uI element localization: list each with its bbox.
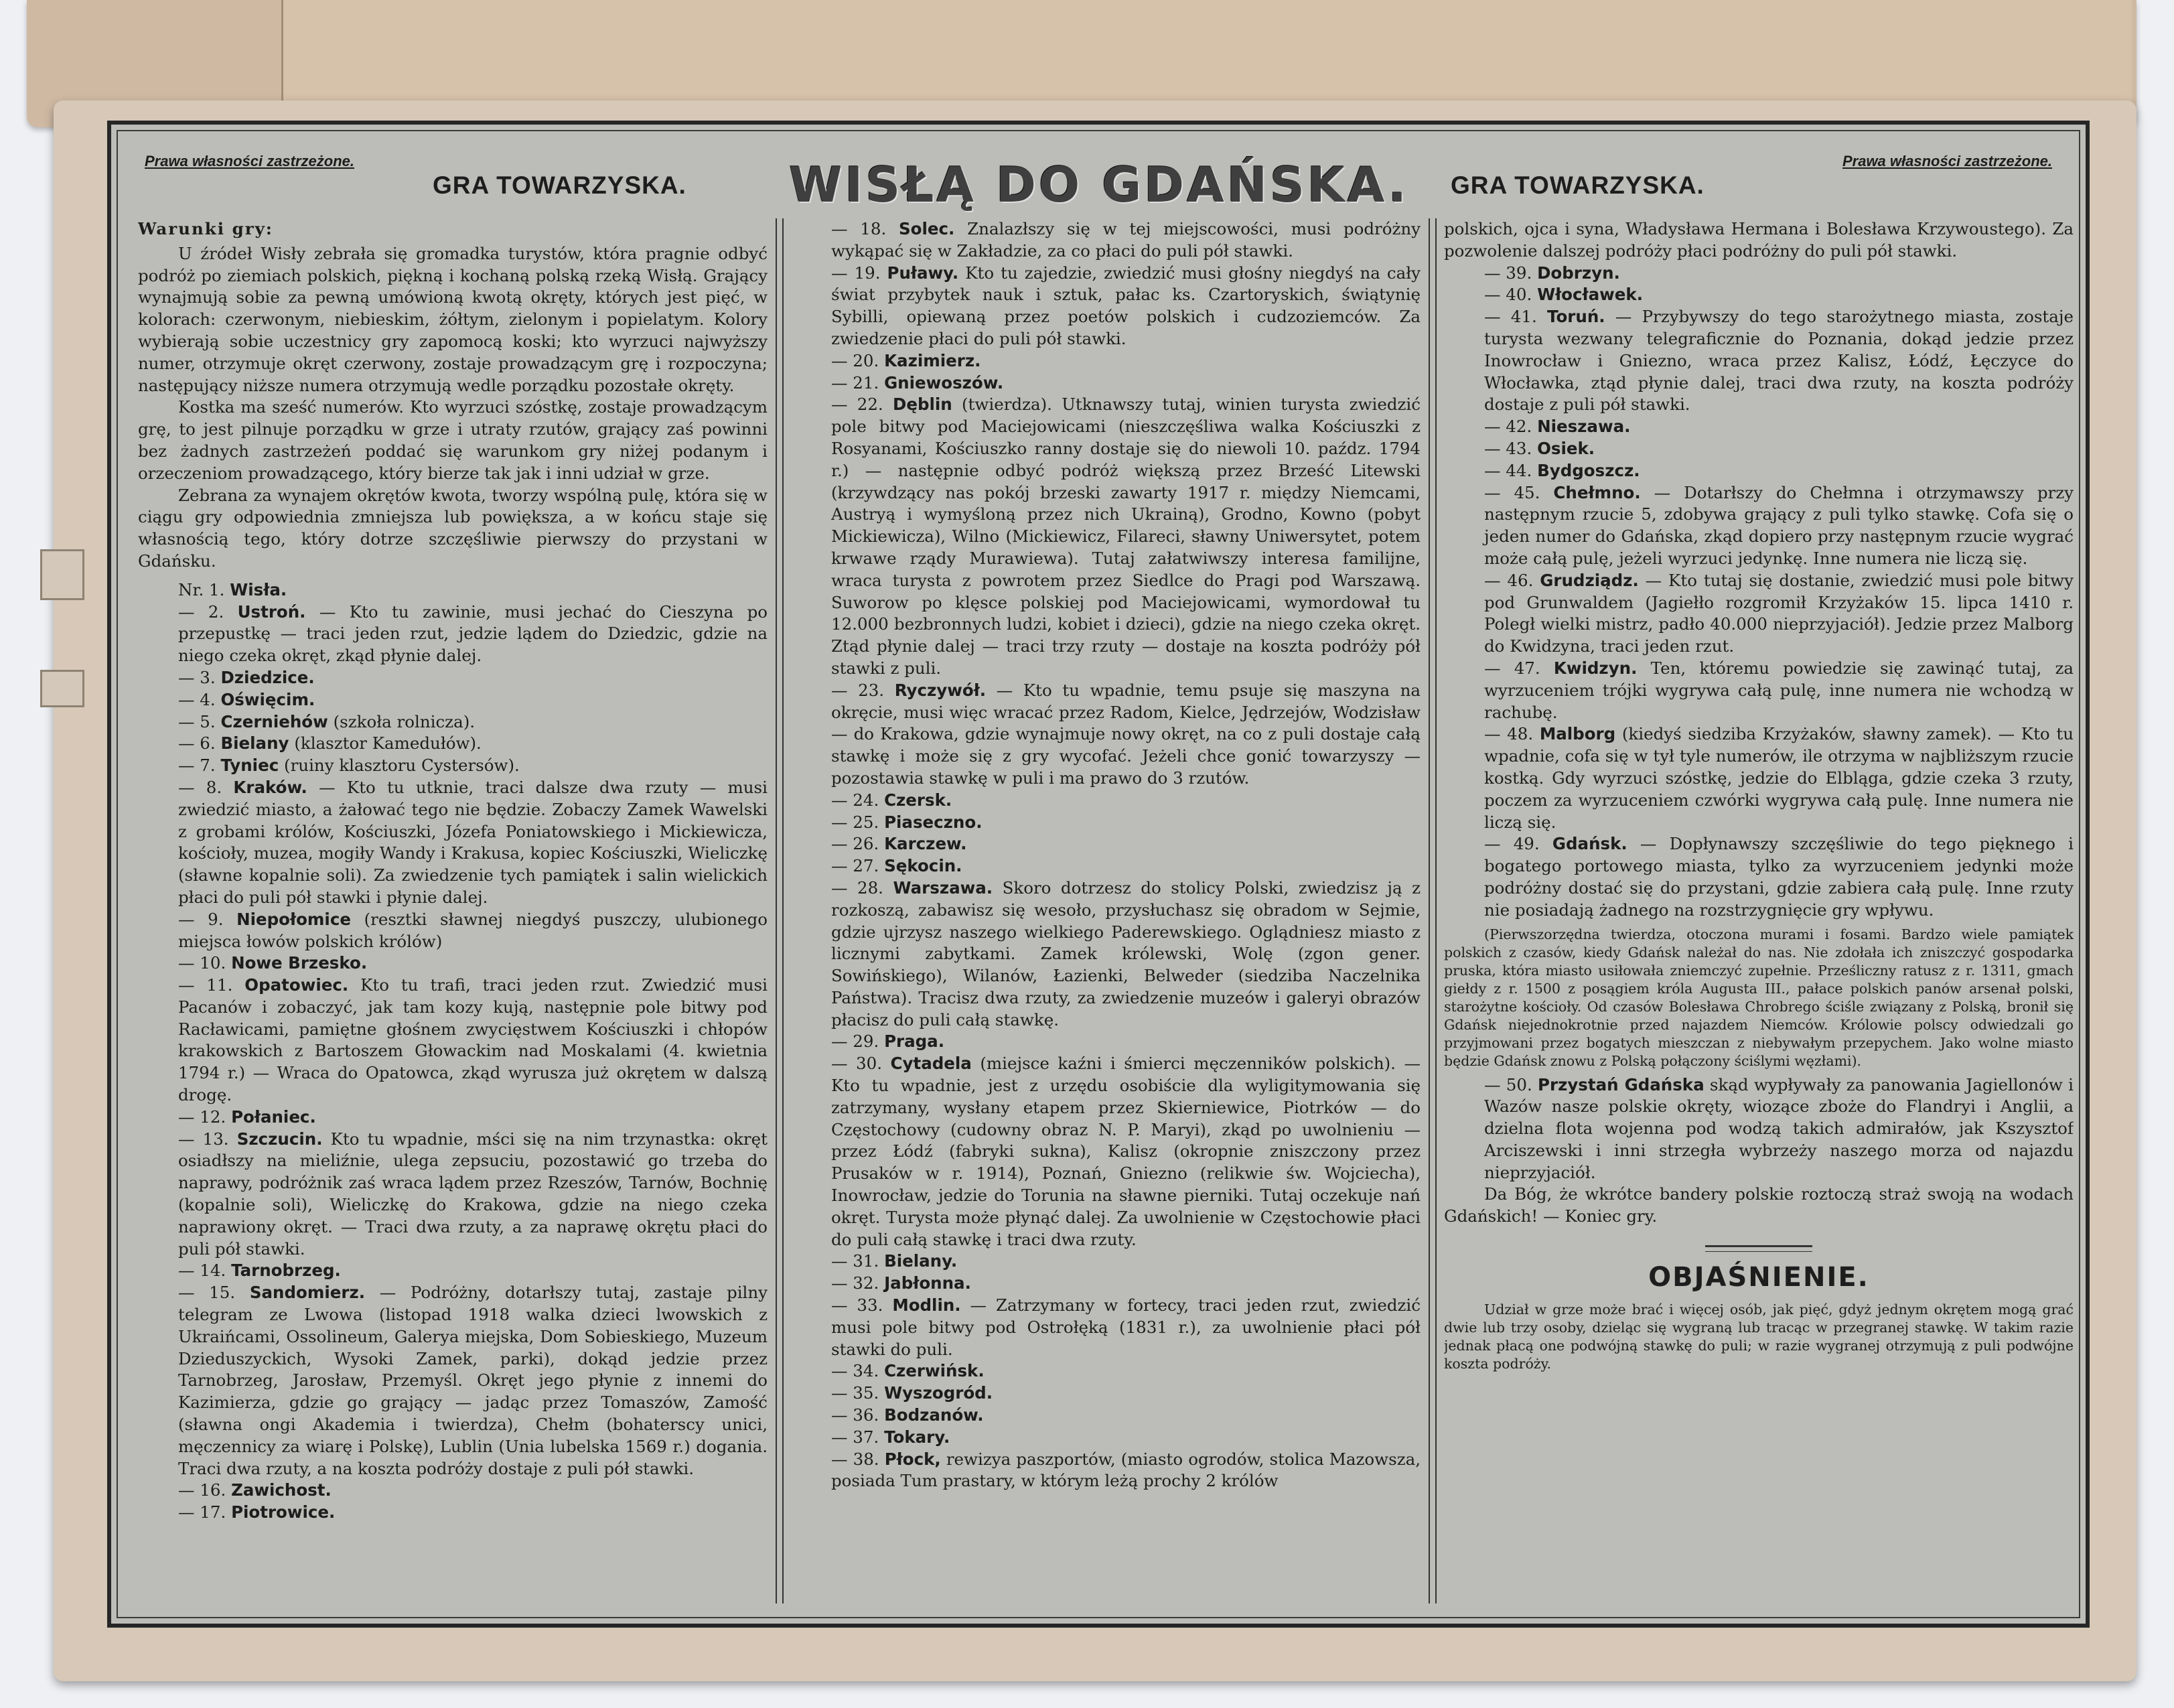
entry-place: Ryczywół.	[894, 680, 987, 700]
entry-place: Sandomierz.	[249, 1283, 366, 1303]
box-lid-flap	[281, 0, 2132, 100]
entry-place: Tokary.	[884, 1427, 950, 1447]
entry-text: (miejsce kaźni i śmierci męczenników polskich). — Kto tu wpadnie, jest z urzędu osobiście dla wyligitymowania się zatrzymany, wysłany etapem przez Skierniewice, Piotrków — do Częstochowy (cudowny obraz N. P. Maryi), zkąd po uwolnieniu — przez Łódź (fabryki sukna), Kalisz (okropnie zniszczony przez Prusaków w r. 1914), Poznań, Gniezno (relikwie św. Wojciecha), Inowrocław, jedzie do Torunia na sławne pierniki. Tutaj oczekuje nań okręt. Turysta może płynąć dalej. Za uwolnienie w Częstochowie płaci do puli całą stawkę i traci dwa rzuty.	[831, 1054, 1421, 1249]
entry-text: skąd wypływały za panowania Jagiellonów i Wazów nasze polskie okręty, wiozące zboże do Flandryi i Anglii, a dzielna flota wojenna pod wodzą takich admirałów, jak Kszysztof Arciszewski i inni strzegła wybrzeży naszego morza od najazdu nieprzyjaciół.	[1484, 1074, 2074, 1182]
entry-3	[138, 667, 768, 689]
entry-10	[138, 952, 768, 975]
entry-place: Chełmno.	[1553, 482, 1641, 502]
entry-number: — 40.	[1484, 285, 1532, 305]
entry-place: Czersk.	[884, 790, 952, 810]
rules-sheet	[107, 121, 2090, 1628]
entry-place: Gdańsk.	[1552, 834, 1627, 854]
entry-place: Nowe Brzesko.	[231, 953, 368, 973]
entry-place: Warszawa.	[893, 877, 993, 898]
entry-15	[138, 1282, 768, 1480]
text-columns	[138, 218, 2074, 1604]
entry-39	[1444, 263, 2074, 285]
entry-48	[1444, 723, 2074, 833]
entry-text: Znalazłszy się w tej miejscowości, musi podróżny wykąpać się w Zakładzie, za co płaci do puli pół stawki.	[831, 219, 1421, 261]
entry-place: Toruń.	[1547, 307, 1605, 327]
column-divider-1	[776, 218, 784, 1604]
entry-number: — 19.	[831, 263, 881, 283]
entry-place: Karczew.	[884, 834, 967, 854]
entry-46	[1444, 570, 2074, 658]
entry-place: Bielany	[220, 733, 289, 754]
gdansk-note: (Pierwszorzędna twierdza, otoczona murami i fosami. Bardzo wiele pamiątek polskich z czasów, kiedy Gdańsk należał do nas. Nie zdołała ich zniszczyć gospodarka pruska, która miasto usiłowała zniemczyć zupełnie. Prześliczny ratusz z r. 1311, gmach giełdy z r. 1500 z posągiem króla Augusta III., pałace polskich panów arsenał polski, starożytne kościoły. Od czasów Bolesława Chrobrego ściśle związany z Polską, bronił się Gdańsk niejednokrotnie przed najazdem Niemców. Królowie polscy odwiedzali go przyjmowani przez bogatych mieszczan z niebywałym przepychem. Jako wolne miasto będzie Gdańsk znowu z Polską połączony ściślymi węzłami).	[1444, 926, 2074, 1069]
entry-text: rewizya paszportów, (miasto ogrodów, stolica Mazowsza, posiada Tum prastary, w którym leżą prochy 2 królów	[831, 1449, 1421, 1491]
entry-place: Piotrowice.	[231, 1502, 336, 1522]
entry-31	[791, 1251, 1421, 1273]
entry-place: Sękocin.	[884, 856, 962, 876]
explanation-text: Udział w grze może brać i więcej osób, jak pięć, gdyż jednym okrętem mogą grać dwie lub trzy osoby, dzieląc się wygraną lub tracąc w przegranej stawkę. W takim razie jednak płacą one podwójną stawkę do puli; w razie wygranej otrzymują z puli podwójne koszta podróży.	[1444, 1301, 2074, 1372]
entry-number: — 31.	[831, 1251, 879, 1271]
entry-number: — 9.	[178, 909, 224, 929]
entry-35	[791, 1382, 1421, 1405]
ornament-divider	[1705, 1245, 1812, 1252]
entry-number: — 49.	[1484, 834, 1540, 854]
rules-paragraph-2: Kostka ma sześć numerów. Kto wyrzuci szóstkę, zostaje prowadzącym grę, to jest pilnuje porządku w grze i utraty rzutów, grający zaś powinni bez żadnych zastrzeżeń poddać się warunkom gry niżej podanym i orzeczeniom prowadzącego, który bierze tak jak i inni udział w grze.	[138, 397, 768, 483]
entry-text: — Kto tu wpadnie, temu psuje się maszyna na okręcie, musi więc wracać przez Radom, Kielce, Jędrzejów, Wodzisław — do Krakowa, gdzie wynajmuje nowy okręt, na co z puli dostaje całą stawkę i może się z gry wycofać. Jeżeli chce gonić towarzyszy — pozostawia stawkę w puli i ma prawo do 3 rzutów.	[831, 680, 1421, 788]
entry-number: — 32.	[831, 1273, 879, 1293]
entry-number: — 8.	[178, 777, 222, 797]
entry-text: Skoro dotrzesz do stolicy Polski, zwiedzisz ją z rozkoszą, zabawisz się wesoło, przysłuchasz się obradom w Sejmie, gdzie ujrzysz naszego wielkiego Paderewskiego. Oglądniesz miasto z licznymi zabytkami. Zamek królewski, Wolę (zgon gener. Sowińskiego), Wilanów, Łazienki, Belweder (siedziba Naczelnika Państwa). Tracisz dwa rzuty, za zwiedzenie muzeów i galeryi obrazów płacisz do puli całą stawkę.	[831, 877, 1421, 1029]
entry-text: (kiedyś siedziba Krzyżaków, sławny zamek). — Kto tu wpadnie, cofa się w tył tyle numerów, ile otrzyma w najbliższym rzucie kostką. Gdy wyrzuci szóstkę, jedzie do Elbląga, gdzie czeka 3 rzuty, poczem za wyrzuceniem czwórki wygrywa całą pulę. Inne numera nie liczą się.	[1484, 724, 2074, 832]
entry-place: Dobrzyn.	[1537, 263, 1620, 283]
entry-16	[138, 1480, 768, 1502]
entry-number: — 47.	[1484, 658, 1540, 678]
paper-clip-bottom	[40, 670, 84, 707]
entry-11	[138, 975, 768, 1107]
entry-29	[791, 1031, 1421, 1053]
entry-number: — 23.	[831, 680, 885, 700]
entry-number: — 22.	[831, 395, 883, 415]
entry-34	[791, 1360, 1421, 1382]
entry-place: Tarnobrzeg.	[231, 1261, 341, 1281]
entry-text: — Kto tutaj się dostanie, zwiedzić musi pole bitwy pod Grunwaldem (Jagiełło rozgromił Krzyżaków 15. lipca 1410 r. Poległ wielki mistrz, padło 40.000 nieprzyjaciół). Jedzie przez Malborg do Kwidzyna, traci jeden rzut.	[1484, 570, 2074, 656]
entry-22	[791, 394, 1421, 679]
entry-number: Nr. 1.	[178, 579, 225, 599]
entry-number: — 35.	[831, 1383, 879, 1403]
entry-place: Kazimierz.	[884, 350, 981, 370]
entry-place: Ustroń.	[237, 601, 306, 622]
entry-number: — 21.	[831, 372, 879, 393]
entry-number: — 45.	[1484, 482, 1540, 502]
entry-place: Bodzanów.	[884, 1405, 984, 1425]
closing-line: Da Bóg, że wkrótce bandery polskie roztoczą straż swoją na wodach Gdańskich! — Koniec gry.	[1444, 1184, 2074, 1226]
entry-number: — 43.	[1484, 438, 1532, 458]
entry-number: — 12.	[178, 1107, 226, 1127]
entry-8	[138, 777, 768, 909]
entry-number: — 6.	[178, 733, 216, 754]
entry-text: — Zatrzymany w fortecy, traci jeden rzut, zwiedzić musi pole bitwy pod Ostrołęką (1831 r.), za uwolnienie płaci pół stawki do puli.	[831, 1295, 1421, 1359]
entry-place: Połaniec.	[231, 1107, 316, 1127]
entry-number: — 33.	[831, 1295, 883, 1315]
entry-place: Tyniec	[220, 756, 279, 776]
entry-place: Wisła.	[230, 579, 287, 599]
entry-place: Przystań Gdańska	[1538, 1074, 1705, 1094]
entry-number: — 13.	[178, 1129, 229, 1149]
entry-text: — Dotarłszy do Chełmna i otrzymawszy przy następnym rzucie 5, zdobywa grający z puli tylko stawkę. Cofa się o jeden numer do Gdańska, zkąd dopiero przy następnym rzucie wygrać może całą pulę, jeżeli wyrzuci jedynkę. Inne numera nie liczą się.	[1484, 482, 2074, 568]
entry-place: Bydgoszcz.	[1537, 460, 1640, 480]
entry-number: — 34.	[831, 1361, 879, 1381]
entry-number: — 5.	[178, 711, 216, 731]
entry-45	[1444, 482, 2074, 570]
entry-place: Solec.	[899, 219, 955, 238]
entry-50	[1444, 1074, 2074, 1184]
entry-19	[791, 263, 1421, 350]
rights-notice-left: Prawa własności zastrzeżone.	[145, 153, 355, 169]
entry-text: (szkoła rolnicza).	[333, 711, 476, 731]
entry-number: — 50.	[1484, 1074, 1532, 1094]
entry-5	[138, 711, 768, 733]
entry-23	[791, 680, 1421, 790]
entry-47	[1444, 658, 2074, 723]
entry-place: Oświęcim.	[220, 689, 315, 709]
inner-border	[117, 130, 2080, 1618]
entry-43	[1444, 438, 2074, 460]
entry-text: — Podróżny, dotarłszy tutaj, zastaje pilny telegram ze Lwowa (listopad 1918 walka dzieci lwowskich z Ukraińcami, Ossolineum, Galerya miejska, Dom Sobieskiego, Muzeum Dzieduszyckich, Wysoki Zamek, parki), dokąd jedzie przez Tarnobrzeg, Jarosław, Przemyśl. Okręt jego płynie z innemi do Kazimierza, gdzie go grający — jadąc przez Tomaszów, Zamość (sławna ongi Akademia i twierdza), Chełm (bohaterscy unici, męczennicy za wiarę i Polskę), Lublin (Unia lubelska 1569 r.) dogania. Traci dwa rzuty, a na koszta podróży dostaje z puli pół stawki.	[178, 1283, 768, 1478]
page-title: WISŁĄ DO GDAŃSKA.	[788, 157, 1410, 213]
entry-place: Kwidzyn.	[1553, 658, 1638, 678]
entry-place: Osiek.	[1537, 438, 1595, 458]
entry-30	[791, 1053, 1421, 1251]
entry-25	[791, 812, 1421, 834]
entry-38-continued: polskich, ojca i syna, Władysława Hermana i Bolesława Krzywoustego). Za pozwolenie dalszej podróży płaci podróżny do puli pół stawki.	[1444, 219, 2074, 261]
entry-text: Kto tu trafi, traci jeden rzut. Zwiedzić musi Pacanów i zobaczyć, jak tam kozy kują, następnie pole bitwy pod Racławicami, pamiętne głośnem zwycięstwem Kościuszki i chłopów krakowskich z Bartoszem Głowackim nad Moskalami (4. kwietnia 1794 r.) — Wraca do Opatowca, zkąd wyrusza już okrętem w dalszą drogę.	[178, 975, 768, 1105]
entry-number: — 30.	[831, 1054, 882, 1074]
entry-number: — 38.	[831, 1449, 879, 1469]
entry-place: Kraków.	[233, 777, 307, 797]
rules-heading: Warunki gry:	[138, 219, 273, 238]
explanation-heading: OBJAŚNIENIE.	[1648, 1262, 1869, 1293]
entry-place: Czerniehów	[220, 711, 328, 731]
entry-place: Opatowiec.	[244, 975, 349, 995]
entry-number: — 11.	[178, 975, 233, 995]
column-3	[1444, 218, 2074, 1604]
entry-number: — 20.	[831, 350, 879, 370]
entry-place: Modlin.	[892, 1295, 961, 1315]
entry-40	[1444, 284, 2074, 306]
entry-number: — 10.	[178, 953, 226, 973]
entry-38	[791, 1449, 1421, 1493]
entry-place: Puławy.	[887, 263, 959, 283]
entry-49	[1444, 833, 2074, 921]
entry-text: Kto tu zajedzie, zwiedzić musi głośny niegdyś na cały świat przybytek nauk i sztuk, pałac ks. Czartoryskich, świątynię Sybilli, opiewaną przez poetów polskich i cudzoziemców. Za zwiedzenie płaci do puli pół stawki.	[831, 263, 1421, 348]
column-1	[138, 218, 768, 1604]
entry-number: — 37.	[831, 1427, 879, 1447]
entry-number: — 27.	[831, 856, 879, 876]
subtitle-right: GRA TOWARZYSKA.	[1451, 171, 1705, 199]
entry-text: — Kto tu zawinie, musi jechać do Cieszyna po przepustkę — traci jeden rzut, jedzie lądem do Dziedzic, gdzie na niego czeka okręt, zkąd płynie dalej.	[178, 601, 768, 666]
entry-number: — 4.	[178, 689, 216, 709]
entry-number: — 25.	[831, 812, 879, 832]
entry-number: — 42.	[1484, 417, 1532, 437]
entry-number: — 18.	[831, 219, 887, 238]
entry-14	[138, 1260, 768, 1282]
entry-28	[791, 877, 1421, 1031]
entry-18	[791, 218, 1421, 263]
entry-place: Jabłonna.	[884, 1273, 971, 1293]
column-divider-2	[1429, 218, 1437, 1604]
entry-text: (ruiny klasztoru Cystersów).	[284, 756, 520, 776]
entry-number: — 26.	[831, 834, 879, 854]
entry-place: Płock,	[884, 1449, 941, 1469]
entry-text: — Kto tu utknie, traci dalsze dwa rzuty — musi zwiedzić miasto, a żałować tego nie będzie. Zobaczy Zamek Wawelski z grobami królów, Kościuszki, Józefa Poniatowskiego i Mickiewicza, kościoły, muzea, mogiły Wandy i Krakusa, kopiec Kościuszki, Wieliczkę (sławne kopalnie soli). Za zwiedzenie tych pamiątek i salin wielickich płaci do puli pół stawki i płynie dalej.	[178, 777, 768, 907]
entry-place: Piaseczno.	[884, 812, 983, 832]
entry-42	[1444, 416, 2074, 438]
entry-number: — 46.	[1484, 570, 1534, 590]
entry-number: — 48.	[1484, 724, 1534, 744]
entry-1	[138, 579, 768, 601]
entry-number: — 17.	[178, 1502, 226, 1522]
entry-number: — 24.	[831, 790, 879, 810]
entry-text: (resztki sławnej niegdyś puszczy, ulubionego miejsca łowów polskich królów)	[178, 909, 768, 951]
entry-7	[138, 755, 768, 777]
entry-41	[1444, 306, 2074, 416]
entry-4	[138, 689, 768, 711]
entry-20	[791, 350, 1421, 372]
entry-number: — 41.	[1484, 307, 1537, 327]
entry-place: Włocławek.	[1537, 285, 1644, 305]
entry-place: Zawichost.	[231, 1480, 332, 1500]
entry-number: — 44.	[1484, 460, 1532, 480]
entry-place: Grudziądz.	[1540, 570, 1639, 590]
entry-number: — 39.	[1484, 263, 1532, 283]
entry-13	[138, 1129, 768, 1261]
entry-place: Dęblin	[893, 395, 952, 415]
entry-number: — 7.	[178, 756, 216, 776]
entry-place: Praga.	[884, 1031, 945, 1052]
entry-number: — 29.	[831, 1031, 879, 1052]
entry-number: — 16.	[178, 1480, 226, 1500]
entry-26	[791, 833, 1421, 855]
entry-number: — 2.	[178, 601, 224, 622]
entry-12	[138, 1107, 768, 1129]
column-2	[791, 218, 1421, 1604]
subtitle-left: GRA TOWARZYSKA.	[433, 171, 686, 199]
entry-place: Cytadela	[890, 1054, 972, 1074]
entry-number: — 36.	[831, 1405, 879, 1425]
entry-number: — 3.	[178, 667, 216, 687]
entry-place: Niepołomice	[236, 909, 351, 929]
rights-notice-right: Prawa własności zastrzeżone.	[1842, 153, 2052, 169]
entry-place: Nieszawa.	[1537, 417, 1631, 437]
entry-place: Czerwińsk.	[884, 1361, 985, 1381]
rules-paragraph-1: U źródeł Wisły zebrała się gromadka turystów, która pragnie odbyć podróż po ziemiach polskich, piękną i kochaną polską rzeką Wisłą. Grający wynajmują sobie za pewną umówioną kwotą okręty, których jest pięć, w kolorach: czerwonym, niebieskim, żółtym, zielonym i popielatym. Kolory wybierają sobie uczestnicy gry zapomocą koski; kto wyrzuci najwyższy numer, otrzymuje okręt czerwony, zostaje prowadzącym grę i rozpoczyna; następujący niższe numera otrzymują wedle porządku pozostałe okręty.	[138, 243, 768, 395]
entry-21	[791, 372, 1421, 395]
entry-33	[791, 1295, 1421, 1360]
entry-text: Ten, któremu powiedzie się zawinąć tutaj, za wyrzuceniem trójki wygrywa całą pulę, inne numera nie wchodzą w rachubę.	[1484, 658, 2074, 722]
entry-place: Malborg	[1539, 724, 1616, 744]
entry-32	[791, 1273, 1421, 1295]
entry-text: (twierdza). Utknawszy tutaj, winien turysta zwiedzić pole bitwy pod Maciejowicami (nieszczęśliwa walka Kościuszki z Rosyanami, Kościuszko ranny dostaje się do niewoli 10. paźdz. 1794 r.) — następnie odbyć podróż większą przez Brześć Litewski (krzywdzący nas pokój brzeski zawarty 1917 r. między Niemcami, Austryą i wymyśloną przez nich Ukrainą), Grodno, Kowno (pobyt Mickiewicza), Wilno (Mickiewicz, Filareci, sławny Uniwersytet, potem krwawe rządy Murawiewa). Tutaj załatwiwszy interesa familijne, wraca turysta z powrotem przez Siedlce do Pragi pod Warszawą. Suworow po klęsce polskiej pod Maciejowicami, wymordował tu 12.000 bezbronnych ludzi, kobiet i dzieci), gdzie na niego czeka okręt. Ztąd płynie dalej — traci trzy rzuty — dostaje na koszta podróży pół stawki z puli.	[831, 395, 1421, 678]
entry-2	[138, 601, 768, 667]
entry-place: Szczucin.	[236, 1129, 323, 1149]
entry-place: Dziedzice.	[220, 667, 315, 687]
rules-paragraph-3: Zebrana za wynajem okrętów kwota, tworzy wspólną pulę, która się w ciągu gry odpowiednia zmniejsza lub powiększa, a w końcu staje się własnością tego, który dotrze szczęśliwie pierwszy do przystani w Gdańsku.	[138, 485, 768, 571]
entry-number: — 14.	[178, 1261, 226, 1281]
entry-place: Wyszogród.	[884, 1383, 993, 1403]
entry-6	[138, 733, 768, 755]
entry-27	[791, 855, 1421, 877]
entry-17	[138, 1502, 768, 1524]
entry-37	[791, 1427, 1421, 1449]
entry-36	[791, 1405, 1421, 1427]
entry-text: Kto tu wpadnie, mści się na nim trzynastka: okręt osiadłszy na mieliźnie, ulega zepsuciu, pozostawić go trzeba do naprawy, podróżnik zaś wraca lądem przez Rzeszów, Tarnów, Bochnię (kopalnie soli), Wieliczkę do Krakowa, gdzie na niego czeka naprawiony okręt. — Traci dwa rzuty, a za naprawę okrętu płaci do puli pół stawki.	[178, 1129, 768, 1259]
sheet-header	[118, 131, 2079, 212]
entry-place: Bielany.	[884, 1251, 958, 1271]
entry-text: — Dopłynawszy szczęśliwie do tego pięknego i bogatego portowego miasta, tylko za wyrzuceniem jedynki może podróżny dostać się do przystani, gdzie zabiera całą pulę. Inne rzuty nie posiadają żadnego na rozstrzygnięcie gry wpływu.	[1484, 834, 2074, 920]
entry-9	[138, 909, 768, 953]
entry-place: Gniewoszów.	[884, 372, 1004, 393]
entry-text: (klasztor Kamedułów).	[294, 733, 482, 754]
entry-number: — 15.	[178, 1283, 236, 1303]
entry-24	[791, 790, 1421, 812]
paper-clip-top	[40, 549, 84, 600]
entry-44	[1444, 460, 2074, 482]
entry-number: — 28.	[831, 877, 883, 898]
entry-text: — Przybywszy do tego starożytnego miasta, zostaje turysta wezwany telegraficznie do Poznania, dokąd jedzie przez Inowrocław i Gniezno, wraca przez Kalisz, Łódź, Łęczyce do Włocławka, ztąd płynie dalej, traci dwa rzuty, na koszta podróży dostaje z puli pół stawki.	[1484, 307, 2074, 415]
